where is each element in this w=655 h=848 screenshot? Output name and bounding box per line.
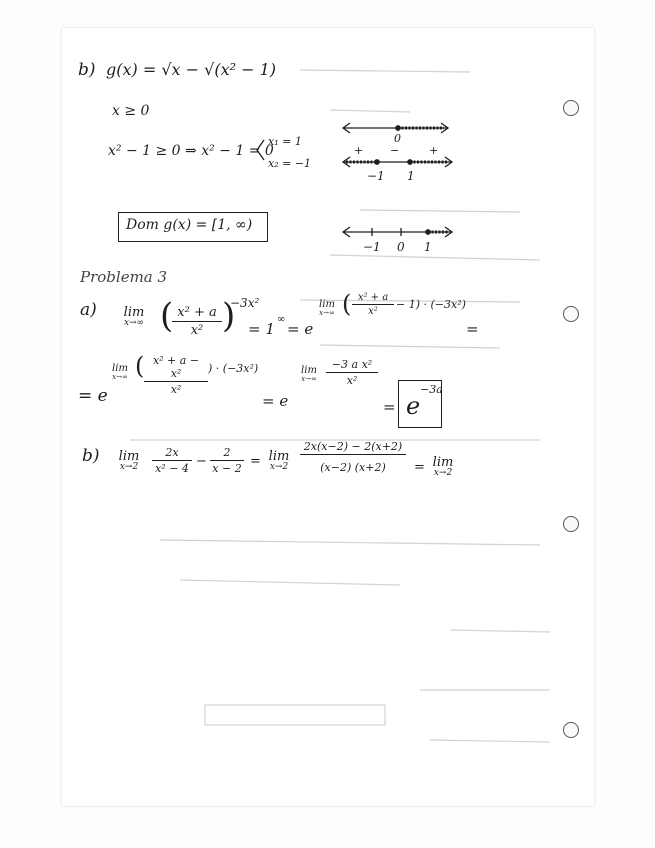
limit-x-to-infinity: lim x→∞ (123, 305, 145, 328)
result-exponent: −3a (420, 383, 443, 396)
numberline3-0-label: 0 (397, 240, 405, 254)
exponent-tail: − 1) · (−3x²) (396, 298, 466, 311)
result-base-e: e (406, 392, 421, 420)
part-a-label: a) (80, 300, 97, 320)
base-fraction: $\frac{\text{x² + a}}{\text{x²}}$ (172, 305, 222, 338)
equals-1: = (250, 454, 261, 469)
numberline2-1-label: 1 (407, 169, 415, 183)
line2-fraction: $\frac{\text{x² + a − x²}}{\text{x²}}$ (144, 354, 208, 396)
equals-2: = (414, 460, 425, 475)
fraction-2-over-x-2: $\frac{2}{x - 2}$ (210, 446, 244, 475)
equals-e: = e (287, 320, 314, 338)
line2-second-fraction: $\frac{\text{−3 a x²}}{\text{x²}}$ (326, 358, 378, 387)
condition-2: x² − 1 ≥ 0 ⇒ x² − 1 = 0 (108, 143, 274, 159)
close-paren: ) (222, 296, 236, 336)
limit-x-to-2-second: lim x→2 (268, 449, 290, 472)
numberline3-neg1-label: −1 (363, 240, 381, 254)
line2-second-limit: lim x→∞ (301, 365, 317, 383)
fraction-2x-over-x2-4: $\frac{2x}{\text{x² − 4}}$ (152, 446, 192, 475)
part-b2-label: b) (82, 446, 100, 466)
sign-minus: − (390, 144, 400, 157)
minus-sign: − (196, 454, 207, 469)
exp-open-paren: ( (342, 290, 352, 318)
exponent-limit: lim x→∞ (319, 299, 335, 317)
numberline1-zero-label: 0 (394, 132, 401, 145)
problem-3-title: Problema 3 (80, 268, 168, 286)
root-1: x₁ = 1 (268, 135, 302, 148)
exponent-fraction: $\frac{\text{x² + a}}{\text{x²}}$ (352, 292, 394, 317)
equals-continue: = (466, 320, 479, 338)
numberline3-1-label: 1 (424, 240, 432, 254)
limit-x-to-2-third: lim x→2 (432, 455, 454, 478)
line2-equals-e: = e (78, 386, 108, 406)
line2-open-paren: ( (135, 352, 145, 380)
line2-tail: ) · (−3x²) (208, 362, 259, 375)
sign-plus-left: + (354, 144, 364, 157)
limit-x-to-2: lim x→2 (118, 449, 140, 472)
domain-result: Dom g(x) = [1, ∞) (126, 217, 253, 233)
open-paren: ( (160, 296, 174, 336)
root-2: x₂ = −1 (268, 157, 312, 170)
equals-one: = 1 (248, 320, 275, 338)
exponent-minus-3x2: −3x² (230, 296, 260, 310)
infinity-exponent: ∞ (277, 314, 286, 325)
line2-exponent-limit: lim x→∞ (112, 363, 128, 381)
function-definition: g(x) = √x − √(x² − 1) (106, 60, 276, 79)
part-b-label: b) (78, 60, 96, 80)
sign-plus-right: + (429, 144, 439, 157)
condition-1: x ≥ 0 (112, 103, 150, 119)
numberline2-neg1-label: −1 (367, 169, 385, 183)
line2-equals-e-2: = e (262, 392, 289, 410)
line2-equals-final: = (383, 398, 396, 416)
combined-fraction: $\frac{2x(x-2) - 2(x+2)}{(x-2) (x+2)}$ (300, 440, 406, 474)
